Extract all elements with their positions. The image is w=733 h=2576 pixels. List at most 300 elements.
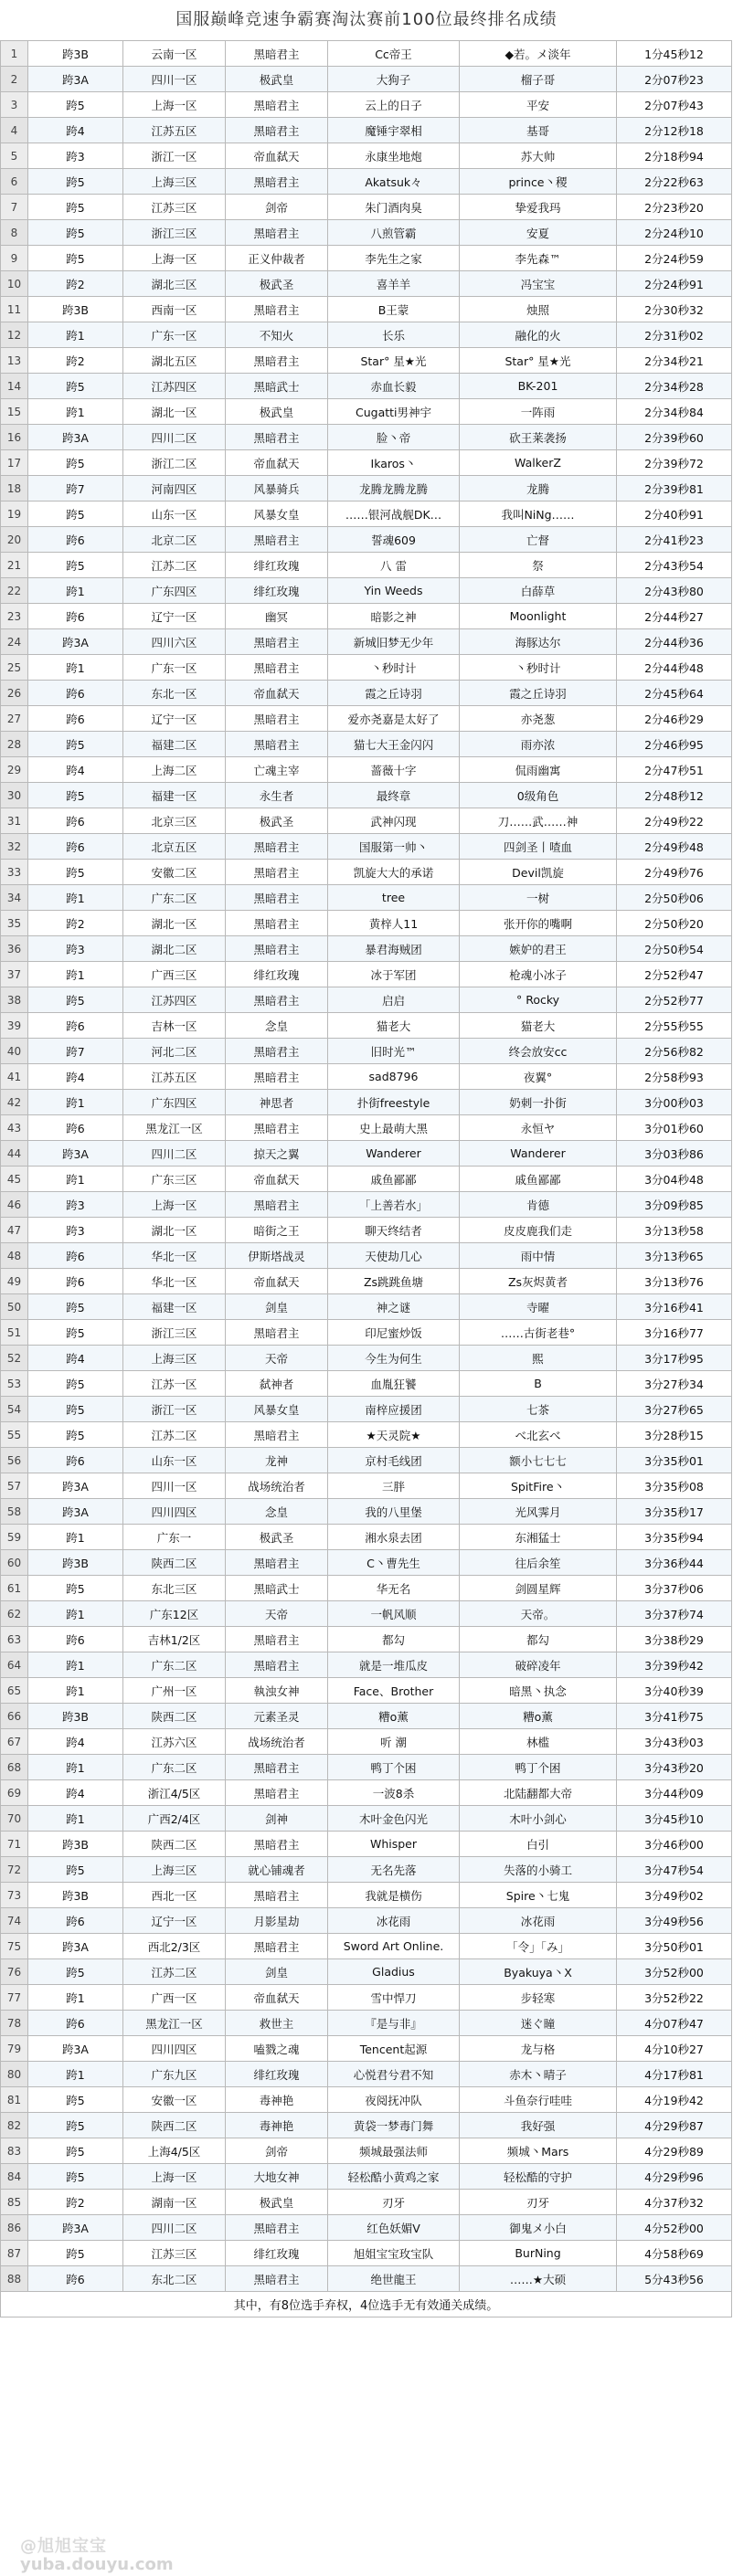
guild-name-cell: 黄袋一梦毒门舞: [328, 2113, 460, 2138]
table-row: [1, 1269, 732, 1294]
rank-cell: 78: [1, 2011, 28, 2036]
guild-name-cell: 华无名: [328, 1576, 460, 1601]
region-cell: 北京三区: [123, 808, 226, 834]
guild-name-cell: 八煎管霸: [328, 220, 460, 246]
guild-name-cell: 魔锤宇翠相: [328, 118, 460, 143]
table-row: [1, 655, 732, 681]
player-name-cell: 猫老大: [460, 1013, 617, 1039]
time-cell: 2分44秒36: [617, 629, 732, 655]
table-row: [1, 1908, 732, 1934]
guild-name-cell: 黄梓人11: [328, 911, 460, 936]
table-row: [1, 2164, 732, 2190]
region-cell: 浙江二区: [123, 450, 226, 476]
rank-cell: 36: [1, 936, 28, 962]
player-name-cell: ……古街老巷°: [460, 1320, 617, 1346]
table-row: [1, 1115, 732, 1141]
guild-name-cell: 南梓应援团: [328, 1397, 460, 1422]
region-cell: 华北一区: [123, 1243, 226, 1269]
time-cell: 2分43秒80: [617, 578, 732, 604]
region-cell: 江苏四区: [123, 374, 226, 399]
time-cell: 4分58秒69: [617, 2241, 732, 2266]
table-row: [1, 450, 732, 476]
guild-name-cell: 扑街freestyle: [328, 1090, 460, 1115]
rank-cell: 77: [1, 1985, 28, 2011]
rank-cell: 41: [1, 1064, 28, 1090]
player-name-cell: 迷ぐ瞳: [460, 2011, 617, 2036]
table-row: [1, 987, 732, 1013]
class-cell: 极武皇: [226, 2190, 328, 2215]
time-cell: 3分36秒44: [617, 1550, 732, 1576]
server-group-cell: 跨3B: [28, 1704, 123, 1729]
server-group-cell: 跨3A: [28, 425, 123, 450]
region-cell: 辽宁一区: [123, 706, 226, 732]
table-row: [1, 1704, 732, 1729]
rank-cell: 51: [1, 1320, 28, 1346]
server-group-cell: 跨6: [28, 1243, 123, 1269]
time-cell: 2分49秒22: [617, 808, 732, 834]
region-cell: 广东一: [123, 1525, 226, 1550]
time-cell: 4分29秒87: [617, 2113, 732, 2138]
player-name-cell: BurNing: [460, 2241, 617, 2266]
rank-cell: 54: [1, 1397, 28, 1422]
table-row: [1, 2087, 732, 2113]
class-cell: 掠天之翼: [226, 1141, 328, 1167]
player-name-cell: 都勾: [460, 1627, 617, 1652]
guild-name-cell: 今生为何生: [328, 1346, 460, 1371]
table-row: [1, 681, 732, 706]
region-cell: 江苏三区: [123, 2241, 226, 2266]
player-name-cell: 往后余笙: [460, 1550, 617, 1576]
class-cell: 毒神艳: [226, 2113, 328, 2138]
guild-name-cell: 神之谜: [328, 1294, 460, 1320]
server-group-cell: 跨5: [28, 450, 123, 476]
server-group-cell: 跨3A: [28, 1473, 123, 1499]
table-row: [1, 885, 732, 911]
rank-cell: 85: [1, 2190, 28, 2215]
region-cell: 广东九区: [123, 2062, 226, 2087]
server-group-cell: 跨2: [28, 2190, 123, 2215]
guild-name-cell: Face、Brother: [328, 1678, 460, 1704]
region-cell: 广东12区: [123, 1601, 226, 1627]
guild-name-cell: Whisper: [328, 1832, 460, 1857]
class-cell: 剑皇: [226, 1294, 328, 1320]
time-cell: 2分24秒91: [617, 271, 732, 297]
time-cell: 2分48秒12: [617, 783, 732, 808]
class-cell: 暗街之王: [226, 1218, 328, 1243]
class-cell: 绯红玫瑰: [226, 2062, 328, 2087]
region-cell: 上海一区: [123, 92, 226, 118]
server-group-cell: 跨3: [28, 1218, 123, 1243]
ranking-table-body: [1, 41, 732, 2317]
server-group-cell: 跨6: [28, 527, 123, 553]
time-cell: 2分46秒29: [617, 706, 732, 732]
guild-name-cell: ★天灵院★: [328, 1422, 460, 1448]
rank-cell: 71: [1, 1832, 28, 1857]
player-name-cell: 我好强: [460, 2113, 617, 2138]
table-row: [1, 1576, 732, 1601]
time-cell: 3分50秒01: [617, 1934, 732, 1959]
class-cell: 幽冥: [226, 604, 328, 629]
time-cell: 2分40秒91: [617, 501, 732, 527]
rank-cell: 2: [1, 67, 28, 92]
guild-name-cell: 一帆风顺: [328, 1601, 460, 1627]
region-cell: 四川二区: [123, 425, 226, 450]
class-cell: 剑皇: [226, 1959, 328, 1985]
time-cell: 3分03秒86: [617, 1141, 732, 1167]
guild-name-cell: 暴君海贼团: [328, 936, 460, 962]
server-group-cell: 跨6: [28, 1269, 123, 1294]
player-name-cell: 冯宝宝: [460, 271, 617, 297]
guild-name-cell: 誓魂609: [328, 527, 460, 553]
player-name-cell: 鸭丁个困: [460, 1755, 617, 1780]
rank-cell: 27: [1, 706, 28, 732]
rank-cell: 39: [1, 1013, 28, 1039]
player-name-cell: SpitFire丶: [460, 1473, 617, 1499]
region-cell: 江苏一区: [123, 1371, 226, 1397]
table-row: [1, 322, 732, 348]
guild-name-cell: 京村毛线团: [328, 1448, 460, 1473]
server-group-cell: 跨5: [28, 92, 123, 118]
rank-cell: 84: [1, 2164, 28, 2190]
time-cell: 2分44秒27: [617, 604, 732, 629]
server-group-cell: 跨1: [28, 1167, 123, 1192]
time-cell: 3分44秒09: [617, 1780, 732, 1806]
class-cell: 帝血弑天: [226, 1269, 328, 1294]
player-name-cell: 冰花雨: [460, 1908, 617, 1934]
rank-cell: 24: [1, 629, 28, 655]
guild-name-cell: 听 潮: [328, 1729, 460, 1755]
rank-cell: 83: [1, 2138, 28, 2164]
region-cell: 吉林1/2区: [123, 1627, 226, 1652]
class-cell: 绯红玫瑰: [226, 962, 328, 987]
guild-name-cell: 天使劫几心: [328, 1243, 460, 1269]
server-group-cell: 跨5: [28, 2087, 123, 2113]
player-name-cell: Spire丶七鬼: [460, 1883, 617, 1908]
region-cell: 广西一区: [123, 1985, 226, 2011]
player-name-cell: 白引: [460, 1832, 617, 1857]
player-name-cell: 白薛草: [460, 578, 617, 604]
region-cell: 江苏三区: [123, 195, 226, 220]
player-name-cell: 熙: [460, 1346, 617, 1371]
server-group-cell: 跨5: [28, 1576, 123, 1601]
player-name-cell: 戚鱼鄙鄙: [460, 1167, 617, 1192]
rank-cell: 37: [1, 962, 28, 987]
player-name-cell: 七茶: [460, 1397, 617, 1422]
region-cell: 江苏二区: [123, 1422, 226, 1448]
time-cell: 2分34秒21: [617, 348, 732, 374]
player-name-cell: 祭: [460, 553, 617, 578]
player-name-cell: 「令」「み」: [460, 1934, 617, 1959]
rank-cell: 26: [1, 681, 28, 706]
rank-cell: 70: [1, 1806, 28, 1832]
player-name-cell: 张开你的嘴啊: [460, 911, 617, 936]
table-row: [1, 553, 732, 578]
guild-name-cell: 冰于军团: [328, 962, 460, 987]
time-cell: 3分37秒06: [617, 1576, 732, 1601]
player-name-cell: Moonlight: [460, 604, 617, 629]
region-cell: 云南一区: [123, 41, 226, 67]
rank-cell: 42: [1, 1090, 28, 1115]
class-cell: 正义仲裁者: [226, 246, 328, 271]
time-cell: 2分24秒10: [617, 220, 732, 246]
region-cell: 广东四区: [123, 1090, 226, 1115]
region-cell: 上海三区: [123, 1346, 226, 1371]
guild-name-cell: Wanderer: [328, 1141, 460, 1167]
class-cell: 剑帝: [226, 195, 328, 220]
region-cell: 山东一区: [123, 1448, 226, 1473]
rank-cell: 11: [1, 297, 28, 322]
class-cell: 风暴女皇: [226, 501, 328, 527]
region-cell: 上海一区: [123, 246, 226, 271]
player-name-cell: 步轻寒: [460, 1985, 617, 2011]
class-cell: 月影星劫: [226, 1908, 328, 1934]
player-name-cell: Zs灰烬黄者: [460, 1269, 617, 1294]
time-cell: 2分43秒54: [617, 553, 732, 578]
region-cell: 黑龙江一区: [123, 1115, 226, 1141]
class-cell: 黑暗君主: [226, 1192, 328, 1218]
rank-cell: 30: [1, 783, 28, 808]
region-cell: 江苏四区: [123, 987, 226, 1013]
guild-name-cell: 一波8杀: [328, 1780, 460, 1806]
region-cell: 北京五区: [123, 834, 226, 860]
table-row: [1, 1601, 732, 1627]
guild-name-cell: 木叶金色闪光: [328, 1806, 460, 1832]
server-group-cell: 跨7: [28, 476, 123, 501]
guild-name-cell: 李先生之家: [328, 246, 460, 271]
table-row: [1, 1832, 732, 1857]
time-cell: 4分17秒81: [617, 2062, 732, 2087]
class-cell: 黑暗君主: [226, 1780, 328, 1806]
table-row: [1, 783, 732, 808]
rank-cell: 4: [1, 118, 28, 143]
rank-cell: 74: [1, 1908, 28, 1934]
region-cell: 福建一区: [123, 783, 226, 808]
time-cell: 5分43秒56: [617, 2266, 732, 2292]
table-row: [1, 2215, 732, 2241]
guild-name-cell: 雪中悍刀: [328, 1985, 460, 2011]
guild-name-cell: 史上最萌大黑: [328, 1115, 460, 1141]
table-row: [1, 1192, 732, 1218]
class-cell: 风暴骑兵: [226, 476, 328, 501]
player-name-cell: Byakuya丶X: [460, 1959, 617, 1985]
table-row: [1, 2266, 732, 2292]
guild-name-cell: B王蒙: [328, 297, 460, 322]
server-group-cell: 跨2: [28, 911, 123, 936]
class-cell: 黑暗君主: [226, 1883, 328, 1908]
time-cell: 3分43秒03: [617, 1729, 732, 1755]
class-cell: 黑暗君主: [226, 706, 328, 732]
class-cell: 剑帝: [226, 2138, 328, 2164]
region-cell: 陕西二区: [123, 1832, 226, 1857]
region-cell: 江苏二区: [123, 553, 226, 578]
server-group-cell: 跨6: [28, 1013, 123, 1039]
server-group-cell: 跨3: [28, 936, 123, 962]
rank-cell: 48: [1, 1243, 28, 1269]
guild-name-cell: Star° 星★光: [328, 348, 460, 374]
table-row: [1, 706, 732, 732]
class-cell: 念皇: [226, 1499, 328, 1525]
region-cell: 浙江一区: [123, 1397, 226, 1422]
class-cell: 黑暗君主: [226, 1422, 328, 1448]
server-group-cell: 跨4: [28, 757, 123, 783]
time-cell: 3分52秒00: [617, 1959, 732, 1985]
class-cell: 龙神: [226, 1448, 328, 1473]
table-row: [1, 476, 732, 501]
player-name-cell: 挚爱我玛: [460, 195, 617, 220]
table-row: [1, 808, 732, 834]
time-cell: 2分34秒84: [617, 399, 732, 425]
class-cell: 黑暗君主: [226, 41, 328, 67]
region-cell: 安徽二区: [123, 860, 226, 885]
table-row: [1, 1473, 732, 1499]
server-group-cell: 跨1: [28, 655, 123, 681]
time-cell: 2分23秒20: [617, 195, 732, 220]
rank-cell: 63: [1, 1627, 28, 1652]
class-cell: 永生者: [226, 783, 328, 808]
time-cell: 2分34秒28: [617, 374, 732, 399]
time-cell: 2分30秒32: [617, 297, 732, 322]
time-cell: 3分37秒74: [617, 1601, 732, 1627]
region-cell: 广州一区: [123, 1678, 226, 1704]
class-cell: 黑暗君主: [226, 1627, 328, 1652]
server-group-cell: 跨5: [28, 1959, 123, 1985]
guild-name-cell: 大狗子: [328, 67, 460, 92]
ranking-table: [0, 40, 732, 2317]
guild-name-cell: 三胖: [328, 1473, 460, 1499]
region-cell: 四川四区: [123, 2036, 226, 2062]
class-cell: 黑暗君主: [226, 987, 328, 1013]
rank-cell: 31: [1, 808, 28, 834]
server-group-cell: 跨3B: [28, 1883, 123, 1908]
table-row: [1, 936, 732, 962]
class-cell: 黑暗君主: [226, 527, 328, 553]
guild-name-cell: 赤血长毅: [328, 374, 460, 399]
table-row: [1, 604, 732, 629]
watermark-logo: @旭旭宝宝: [20, 2537, 107, 2556]
player-name-cell: 侃雨幽寓: [460, 757, 617, 783]
time-cell: 4分10秒27: [617, 2036, 732, 2062]
rank-cell: 81: [1, 2087, 28, 2113]
table-row: [1, 399, 732, 425]
region-cell: 湖南一区: [123, 2190, 226, 2215]
rank-cell: 13: [1, 348, 28, 374]
footnote: 其中，有8位选手弃权，4位选手无有效通关成绩。: [1, 2292, 732, 2317]
region-cell: 陕西二区: [123, 2113, 226, 2138]
rank-cell: 20: [1, 527, 28, 553]
rank-cell: 50: [1, 1294, 28, 1320]
region-cell: 河北二区: [123, 1039, 226, 1064]
class-cell: 剑神: [226, 1806, 328, 1832]
region-cell: 湖北一区: [123, 1218, 226, 1243]
rank-cell: 21: [1, 553, 28, 578]
time-cell: 2分50秒06: [617, 885, 732, 911]
server-group-cell: 跨6: [28, 1627, 123, 1652]
time-cell: 3分38秒29: [617, 1627, 732, 1652]
class-cell: 毒神艳: [226, 2087, 328, 2113]
guild-name-cell: Gladius: [328, 1959, 460, 1985]
class-cell: 黑暗君主: [226, 1832, 328, 1857]
time-cell: 2分41秒23: [617, 527, 732, 553]
server-group-cell: 跨1: [28, 578, 123, 604]
class-cell: 黑暗君主: [226, 1652, 328, 1678]
class-cell: 极武圣: [226, 1525, 328, 1550]
table-row: [1, 1013, 732, 1039]
server-group-cell: 跨5: [28, 987, 123, 1013]
class-cell: 帝血弑天: [226, 1167, 328, 1192]
server-group-cell: 跨5: [28, 2138, 123, 2164]
time-cell: 3分52秒22: [617, 1985, 732, 2011]
rank-cell: 82: [1, 2113, 28, 2138]
table-row: [1, 425, 732, 450]
region-cell: 辽宁一区: [123, 1908, 226, 1934]
region-cell: 上海一区: [123, 1192, 226, 1218]
time-cell: 3分46秒00: [617, 1832, 732, 1857]
region-cell: 东北一区: [123, 681, 226, 706]
rank-cell: 87: [1, 2241, 28, 2266]
player-name-cell: 刀……武……神: [460, 808, 617, 834]
table-row: [1, 1883, 732, 1908]
guild-name-cell: C丶曹先生: [328, 1550, 460, 1576]
guild-name-cell: 喜羊羊: [328, 271, 460, 297]
region-cell: 上海一区: [123, 2164, 226, 2190]
table-row: [1, 834, 732, 860]
guild-name-cell: 永康坐地炮: [328, 143, 460, 169]
table-row: [1, 1780, 732, 1806]
guild-name-cell: Cugatti男神宇: [328, 399, 460, 425]
server-group-cell: 跨3A: [28, 2215, 123, 2241]
time-cell: 2分39秒60: [617, 425, 732, 450]
rank-cell: 80: [1, 2062, 28, 2087]
time-cell: 2分44秒48: [617, 655, 732, 681]
region-cell: 广东三区: [123, 1167, 226, 1192]
server-group-cell: 跨5: [28, 2241, 123, 2266]
server-group-cell: 跨3B: [28, 1550, 123, 1576]
rank-cell: 55: [1, 1422, 28, 1448]
region-cell: 东北二区: [123, 2266, 226, 2292]
class-cell: 不知火: [226, 322, 328, 348]
time-cell: 3分43秒20: [617, 1755, 732, 1780]
region-cell: 上海三区: [123, 169, 226, 195]
player-name-cell: 额小七七七: [460, 1448, 617, 1473]
guild-name-cell: 聊天终结者: [328, 1218, 460, 1243]
server-group-cell: 跨1: [28, 962, 123, 987]
class-cell: 极武圣: [226, 271, 328, 297]
guild-name-cell: 长乐: [328, 322, 460, 348]
class-cell: 執浊女神: [226, 1678, 328, 1704]
table-row: [1, 246, 732, 271]
table-row: [1, 1934, 732, 1959]
server-group-cell: 跨1: [28, 1525, 123, 1550]
player-name-cell: 砍王莱袭扬: [460, 425, 617, 450]
table-row: [1, 1371, 732, 1397]
time-cell: 3分17秒95: [617, 1346, 732, 1371]
guild-name-cell: 我的八里堡: [328, 1499, 460, 1525]
table-row: [1, 297, 732, 322]
player-name-cell: べ北玄べ: [460, 1422, 617, 1448]
time-cell: 3分00秒03: [617, 1090, 732, 1115]
rank-cell: 52: [1, 1346, 28, 1371]
guild-name-cell: sad8796: [328, 1064, 460, 1090]
guild-name-cell: 血胤狂饕: [328, 1371, 460, 1397]
guild-name-cell: 无名先落: [328, 1857, 460, 1883]
guild-name-cell: 冰花雨: [328, 1908, 460, 1934]
guild-name-cell: 爱亦尧嘉是太好了: [328, 706, 460, 732]
rank-cell: 17: [1, 450, 28, 476]
region-cell: 上海二区: [123, 757, 226, 783]
rank-cell: 56: [1, 1448, 28, 1473]
table-row: [1, 348, 732, 374]
server-group-cell: 跨4: [28, 1064, 123, 1090]
